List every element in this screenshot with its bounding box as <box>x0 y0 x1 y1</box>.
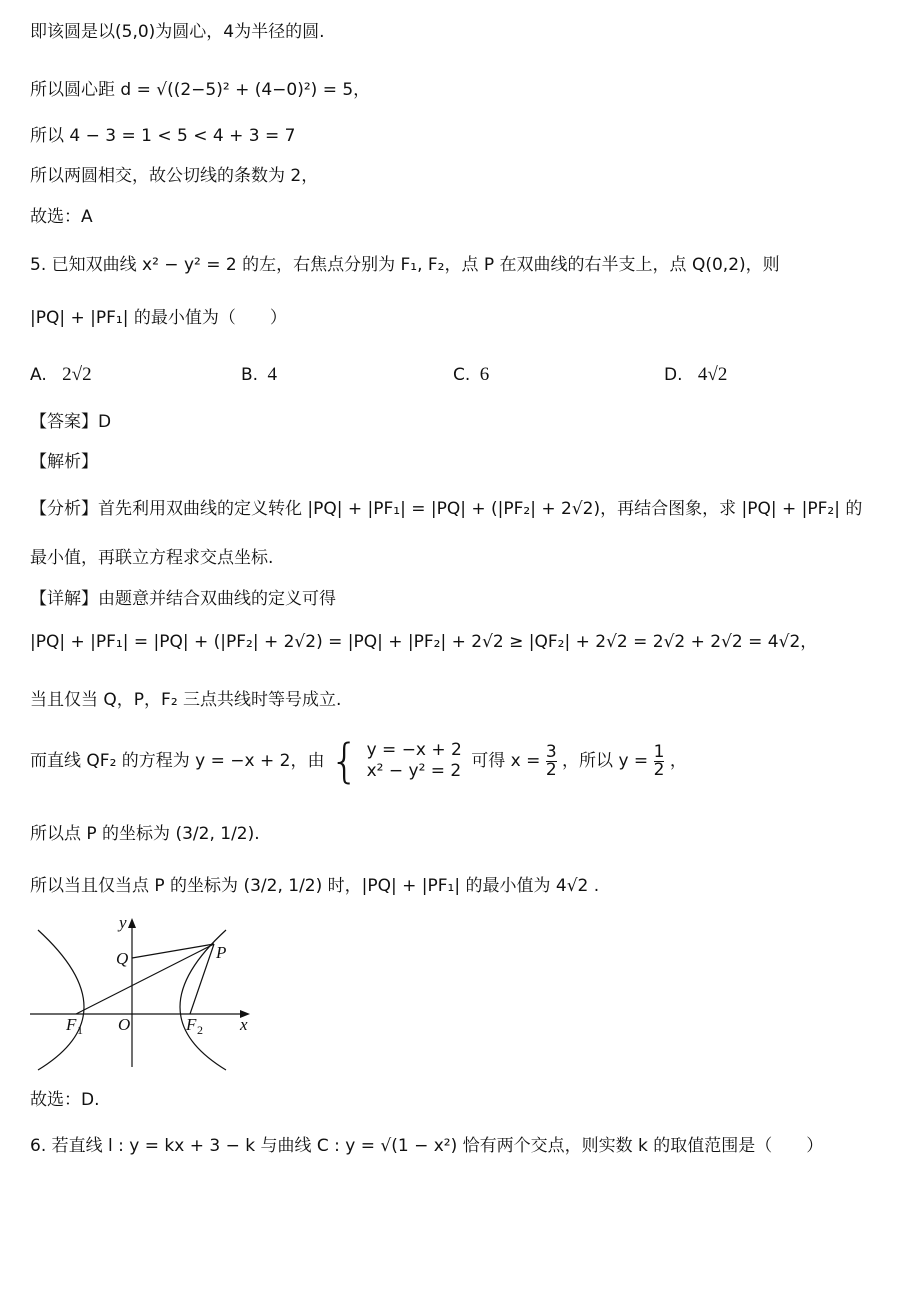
x-axis-label: x <box>240 1015 248 1034</box>
line-equation-text: 而直线 QF₂ 的方程为 y = −x + 2，由 <box>30 750 325 771</box>
option-label: A. <box>30 365 47 385</box>
hyperbola-figure <box>30 912 262 1072</box>
equation-system <box>367 740 462 783</box>
option-value: 2√2 <box>62 364 92 385</box>
detail-heading: 【详解】由题意并结合双曲线的定义可得 <box>30 589 336 609</box>
system-eq-1: y = −x + 2 <box>366 739 462 760</box>
option-label: C. <box>453 365 471 385</box>
point-p-label: P <box>216 943 227 962</box>
equation-chain: |PQ| + |PF₁| = |PQ| + (|PF₂| + 2√2) = |PQ| + |PF₂| + 2√2 ≥ |QF₂| + 2√2 = 2√2 + 2√2 = 4√2， <box>30 632 818 652</box>
text-line: 即该圆是以(5,0)为圆心，4为半径的圆. <box>30 22 325 42</box>
y-axis-arrow <box>128 918 136 928</box>
solve-text-2: ，所以 y = <box>562 750 649 771</box>
choose-d: 故选：D. <box>30 1090 100 1110</box>
option-value: 6 <box>479 364 490 385</box>
question-5-stem-cont: |PQ| + |PF₁| 的最小值为（ ） <box>30 308 287 328</box>
question-6-stem: 6. 若直线 l : y = kx + 3 − k 与曲线 C : y = √(1 − x²) 恰有两个交点，则实数 k 的取值范围是（ ） <box>30 1136 824 1156</box>
point-coordinate: 所以点 P 的坐标为 (3/2, 1/2). <box>30 824 260 844</box>
y-axis-label: y <box>119 913 127 932</box>
question-5-stem: 5. 已知双曲线 x² − y² = 2 的左，右焦点分别为 F₁, F₂，点 P 在双曲线的右半支上，点 Q(0,2)，则 <box>30 255 780 275</box>
option-b <box>241 364 277 386</box>
comma: ， <box>669 750 687 771</box>
analysis-text: 【分析】首先利用双曲线的定义转化 |PQ| + |PF₁| = |PQ| + (|PF₂| + 2√2)，再结合图象，求 |PQ| + |PF₂| 的 <box>30 499 863 519</box>
focus-f2-subscript: 2 <box>197 1023 203 1037</box>
system-brace: { <box>329 734 360 788</box>
origin-label: O <box>118 1015 131 1034</box>
text-line: 所以 4 − 3 = 1 < 5 < 4 + 3 = 7 <box>30 126 296 146</box>
focus-f1-label: F <box>66 1015 77 1034</box>
solve-text: 可得 x = <box>471 750 541 771</box>
option-c <box>453 364 489 386</box>
option-value: 4√2 <box>697 364 728 385</box>
focus-f2-label: F <box>186 1015 197 1034</box>
option-label: D. <box>664 365 683 385</box>
option-value: 4 <box>267 364 277 385</box>
option-d <box>664 364 727 386</box>
option-a <box>30 364 92 386</box>
fraction-denominator: 2 <box>653 759 665 780</box>
fraction-numerator: 1 <box>653 741 665 762</box>
point-q-label: Q <box>116 949 129 968</box>
answer-label: 【答案】D <box>30 412 112 432</box>
text-line: 所以两圆相交，故公切线的条数为 2， <box>30 166 319 186</box>
equality-condition: 当且仅当 Q，P，F₂ 三点共线时等号成立. <box>30 690 342 710</box>
option-label: B. <box>241 365 259 385</box>
fraction-numerator: 3 <box>545 741 557 762</box>
minimum-value: 所以当且仅当点 P 的坐标为 (3/2, 1/2) 时，|PQ| + |PF₁| 的最小值为 4√2 . <box>30 876 600 896</box>
analysis-heading: 【解析】 <box>30 452 98 472</box>
fraction-denominator: 2 <box>545 759 557 780</box>
line-equation-row <box>30 734 687 788</box>
text-line: 所以圆心距 d = √((2−5)² + (4−0)²) = 5， <box>30 80 371 100</box>
fraction-y <box>653 741 665 780</box>
fraction-x <box>545 741 557 780</box>
text-line: 故选：A <box>30 207 93 227</box>
focus-f1-subscript: 1 <box>77 1023 83 1037</box>
system-eq-2: x² − y² = 2 <box>366 761 462 781</box>
hyperbola-left-branch <box>38 930 84 1070</box>
analysis-text-cont: 最小值，再联立方程求交点坐标. <box>30 548 274 568</box>
